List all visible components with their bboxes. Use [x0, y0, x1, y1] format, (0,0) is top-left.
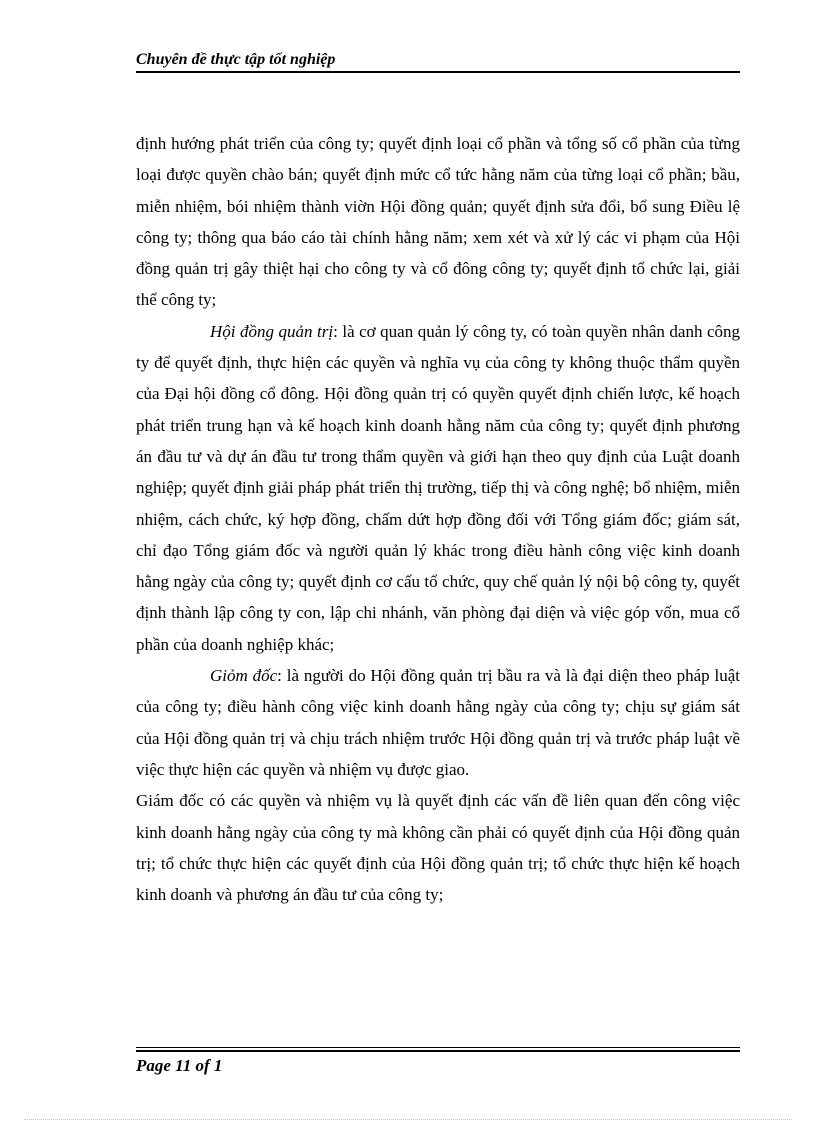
- paragraph-director-powers: Giám đốc có các quyền và nhiệm vụ là quyết định các vấn đề liên quan đến công việc kinh doanh hằng ngày của công ty mà không cần phải có quyết định của Hội đồng quản trị; tổ chức thực hiện các quyết định của Hội đồng quản trị; tổ chức thực hiện kế hoạch kinh doanh và phương án đầu tư của công ty;: [136, 791, 740, 905]
- header-rule: [136, 71, 740, 73]
- footer-rule-thick: [136, 1050, 740, 1052]
- director-description: : là người do Hội đồng quản trị bầu ra và là đại diện theo pháp luật của công ty; điều hành công việc kinh doanh hằng ngày của công ty; chịu sự giám sát của Hội đồng quản trị và chịu trách nhiệm trước Hội đồng quản trị và trước pháp luật về việc thực hiện các quyền và nhiệm vụ được giao.: [136, 666, 741, 779]
- paragraph-director: [136, 660, 740, 785]
- page-number-footer: Page 11 of 1: [136, 1056, 223, 1075]
- paragraph-general-meeting-powers: định hướng phát triển của công ty; quyết định loại cổ phần và tổng số cổ phần của từng loại được quyền chào bán; quyết định mức cổ tức hằng năm của từng loại cổ phần; bầu, miễn nhiệm, bói nhiệm thành viờn Hội đồng quản; quyết định sửa đổi, bổ sung Điều lệ công ty; thông qua báo cáo tài chính hằng năm; xem xét và xử lý các vi phạm của Hội đồng quản trị gây thiệt hại cho công ty và cổ đông công ty; quyết định tổ chức lại, giải thể công ty;: [136, 134, 740, 310]
- term-board-of-directors: Hội đồng quản trị: [210, 321, 334, 341]
- page-bottom-edge: [24, 1119, 792, 1120]
- footer-rule-thin: [136, 1047, 740, 1048]
- document-body: [136, 128, 740, 910]
- board-of-directors-description: : là cơ quan quản lý công ty, có toàn quyền nhân danh công ty để quyết định, thực hiện các quyền và nghĩa vụ của công ty không thuộc thẩm quyền của Đại hội đồng cổ đông. Hội đồng quản trị có quyền quyết định chiến lược, kế hoạch phát triển trung hạn và kế hoạch kinh doanh hằng năm của công ty; quyết định phương án đầu tư và dự án đầu tư trong thẩm quyền và giới hạn theo quy định của Luật doanh nghiệp; quyết định giải pháp phát triển thị trường, tiếp thị và công nghệ; bổ nhiệm, miễn nhiệm, cách chức, ký hợp đồng, chấm dứt hợp đồng đối với Tổng giám đốc; giám sát, chỉ đạo Tổng giám đốc và người quản lý khác trong điều hành công việc kinh doanh hằng ngày của công ty; quyết định cơ cấu tổ chức, quy chế quản lý nội bộ công ty, quyết định thành lập công ty con, lập chi nhánh, văn phòng đại diện và việc góp vốn, mua cổ phần của doanh nghiệp khác;: [136, 321, 740, 654]
- paragraph-board-of-directors: [136, 316, 740, 660]
- page-header-title: Chuyên đề thực tập tốt nghiệp: [136, 51, 336, 68]
- term-director: Giỏm đốc: [210, 666, 278, 686]
